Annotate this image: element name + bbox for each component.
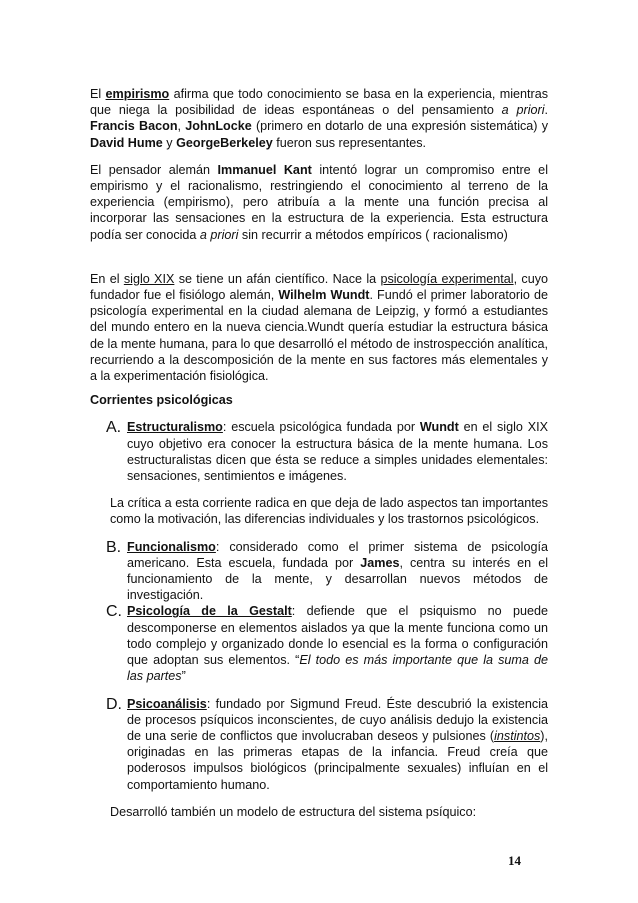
list-letter: D. <box>106 695 122 713</box>
paragraph-empirismo: El empirismo afirma que todo conocimiento se basa en la experiencia, mientras que niega la posibilidad de ideas espontáneas o del pensamiento a priori. Francis Bacon, JohnLocke (primero en dotarlo de una expresión sistemática) y David Hume y GeorgeBerkeley fueron sus representantes. <box>90 87 549 150</box>
list-item-funcionalismo: B. Funcionalismo: considerado como el primer sistema de psicología americano. Esta escuela, fundada por James, centra su interés en el funcionamiento de la mente, y desarrollan nuevos métodos de investigación. <box>90 539 548 604</box>
document-body <box>90 86 548 820</box>
list-letter: A. <box>106 419 122 437</box>
list-item-psicoanalisis: D. Psicoanálisis: fundado por Sigmund Freud. Éste descubrió la existencia de procesos psíquicos inconscientes, de cuyo análisis dedujo la existencia de una serie de conflictos que involucraban deseos y pulsiones (instintos), originadas en las primeras etapas de la infancia. Freud creía que poderosos impulsos biológicos (principalmente sexuales) influían en el comportamiento humano. <box>90 696 548 793</box>
term-empirismo: empirismo <box>105 87 170 101</box>
list-item-estructuralismo: A. Estructuralismo: escuela psicológica fundada por Wundt en el siglo XIX cuyo objetivo era conocer la estructura básica de la mente humana. Los estructuralistas dicen que ésta se reduce a simples unidades elementales: sensaciones, sentimientos e imágenes. <box>90 419 548 484</box>
paragraph-kant: El pensador alemán Immanuel Kant intentó lograr un compromiso entre el empirismo y el racionalismo, restringiendo el conocimiento al terreno de la experiencia (empirismo), pero atribuía a la mente una función precisa al incorporar las sensaciones en la estructura de la experiencia. Esta estructura podía ser conocida a priori sin recurrir a métodos empíricos ( racionalismo) <box>90 162 548 242</box>
list-letter: B. <box>106 538 122 556</box>
list-letter: C. <box>106 603 122 621</box>
section-heading: Corrientes psicológicas <box>90 393 233 408</box>
paragraph-critica: La crítica a esta corriente radica en que deja de lado aspectos tan importantes como la motivación, las diferencias individuales y los trastornos psicológicos. <box>110 496 548 527</box>
paragraph-siglo-xix: En el siglo XIX se tiene un afán científico. Nace la psicología experimental, cuyo fundador fue el fisiólogo alemán, Wilhelm Wundt. Fundó el primer laboratorio de psicología experimental en la ciudad alemana de Leipzig, y formó a estudiantes del mundo entero en la nueva ciencia.Wundt quería estudiar la estructura básica de la mente humana, para lo que desarrolló el método de instrospección analítica, recurriendo a la descomposición de la mente en sus factores más elementales y a la experimentación fisiológica. <box>90 271 548 384</box>
paragraph-closing: Desarrolló también un modelo de estructura del sistema psíquico: <box>110 804 477 819</box>
list-item-gestalt: C. Psicología de la Gestalt: defiende que el psiquismo no puede descomponerse en elementos aislados ya que la mente funciona como un todo complejo y organizado donde lo esencial es la forma o configuración que adoptan sus elementos. “El todo es más importante que la suma de las partes” <box>90 603 548 684</box>
page-number: 14 <box>508 853 521 868</box>
